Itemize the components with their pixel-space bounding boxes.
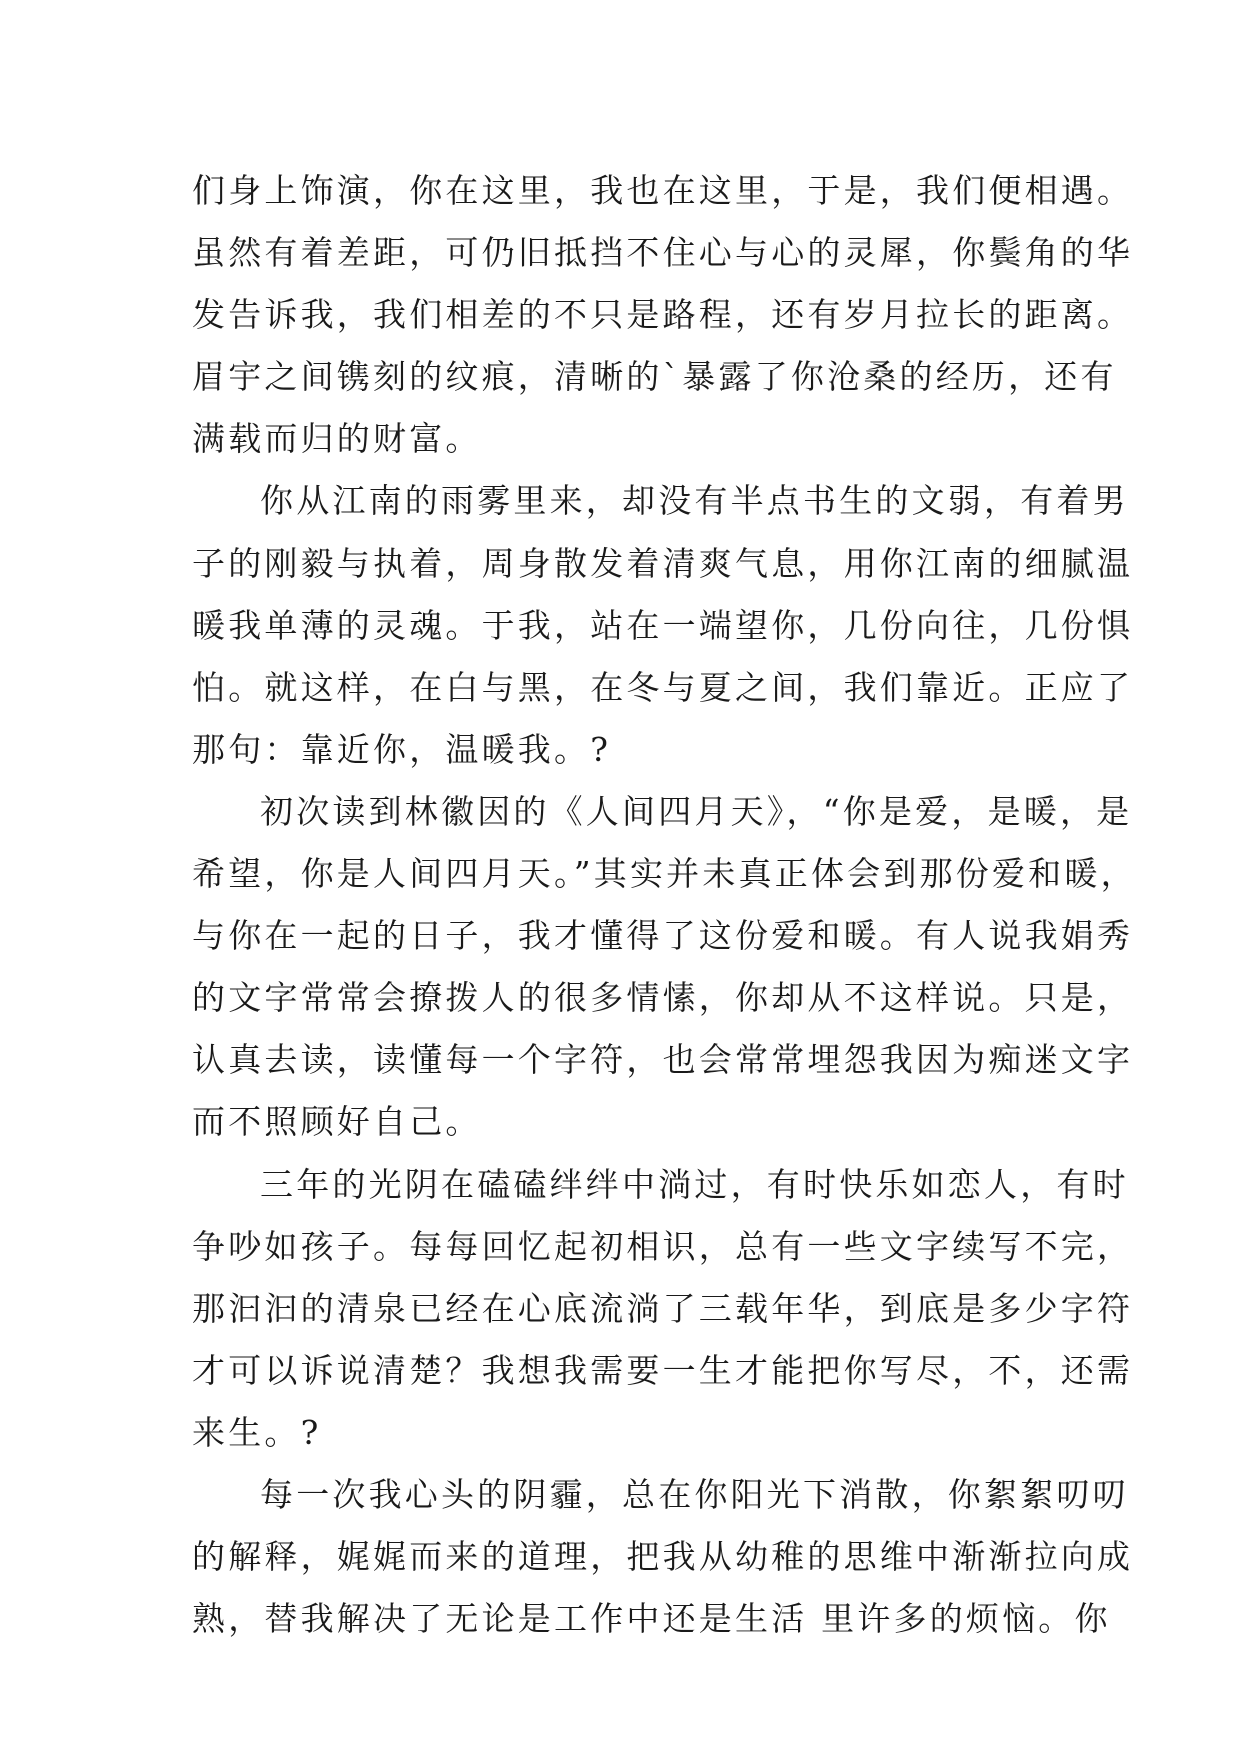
paragraph-first-line: 初次读到林徽因的《人间四月天》，“你是爱，是暖，是: [260, 791, 1133, 831]
text-line: 怕。就这样，在白与黑，在冬与夏之间，我们靠近。正应了: [192, 667, 1134, 707]
text-line: 那汩汩的清泉已经在心底流淌了三载年华，到底是多少字符: [192, 1288, 1134, 1328]
text-line: 虽然有着差距，可仍旧抵挡不住心与心的灵犀，你鬓角的华: [192, 233, 1134, 273]
text-line: 的解释，娓娓而来的道理，把我从幼稚的思维中渐渐拉向成: [192, 1537, 1134, 1577]
text-line: 才可以诉说清楚？我想我需要一生才能把你写尽，不，还需: [192, 1350, 1134, 1390]
paragraph-first-line: 每一次我心头的阴霾，总在你阳光下消散，你絮絮叨叨: [260, 1474, 1129, 1514]
text-line: 子的刚毅与执着，周身散发着清爽气息，用你江南的细腻温: [192, 543, 1134, 583]
text-line: 发告诉我，我们相差的不只是路程，还有岁月拉长的距离。: [192, 295, 1134, 335]
text-line: 的文字常常会撩拨人的很多情愫，你却从不这样说。只是，: [192, 978, 1134, 1018]
text-line: 希望，你是人间四月天。”其实并未真正体会到那份爱和暖，: [192, 854, 1137, 894]
text-line: 争吵如孩子。每每回忆起初相识，总有一些文字续写不完，: [192, 1226, 1134, 1266]
document-body: [192, 160, 1137, 1650]
text-line: 暖我单薄的灵魂。于我，站在一端望你，几份向往，几份惧: [192, 605, 1134, 645]
paragraph-first-line: 三年的光阴在磕磕绊绊中淌过，有时快乐如恋人，有时: [260, 1164, 1129, 1204]
paragraph-first-line: 你从江南的雨雾里来，却没有半点书生的文弱，有着男: [260, 481, 1129, 521]
text-line: 与你在一起的日子，我才懂得了这份爱和暖。有人说我娟秀: [192, 916, 1134, 956]
text-line: 满载而归的财富。: [192, 419, 482, 459]
text-line: 眉宇之间镌刻的纹痕，清晰的`暴露了你沧桑的经历，还有: [192, 357, 1117, 397]
text-line: 们身上饰演，你在这里，我也在这里，于是，我们便相遇。: [192, 171, 1134, 210]
text-line: 熟，替我解决了无论是工作中还是生活 里许多的烦恼。你: [192, 1599, 1111, 1639]
text-line: 认真去读，读懂每一个字符，也会常常埋怨我因为痴迷文字: [192, 1040, 1134, 1080]
text-line: 那句：靠近你，温暖我。?: [192, 729, 612, 769]
text-line: 而不照顾好自己。: [192, 1102, 482, 1142]
text-line: 来生。?: [192, 1412, 322, 1452]
